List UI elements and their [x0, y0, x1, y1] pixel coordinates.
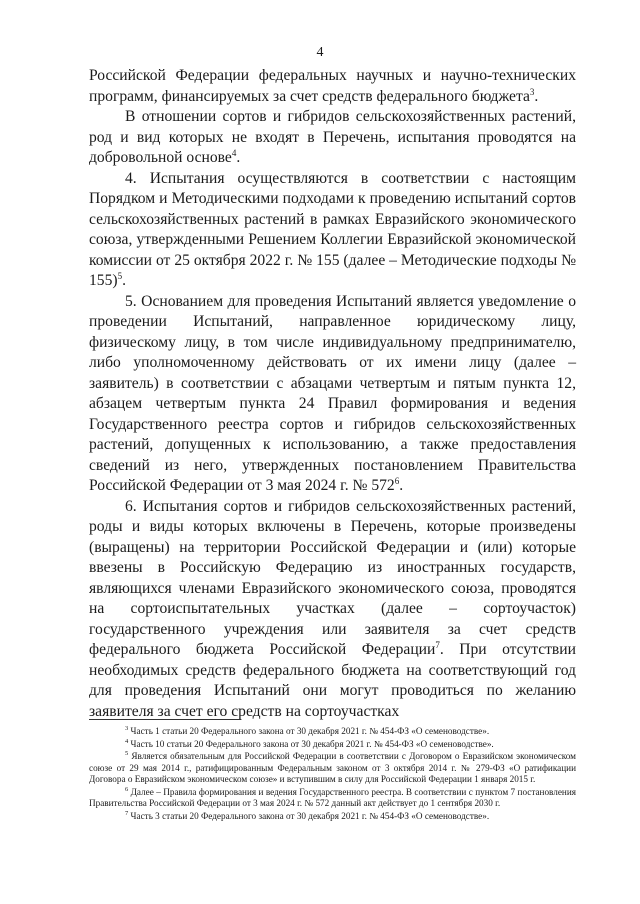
- document-body: [89, 66, 576, 722]
- footnote-7: [89, 811, 576, 823]
- footnote-mark: 5: [125, 749, 129, 757]
- paragraph-tail: .: [236, 149, 241, 166]
- footnote-6: [89, 787, 576, 810]
- footnote-text: Часть 3 статьи 20 Федерального закона от 30 декабря 2021 г. № 454-ФЗ «О семеноводстве».: [130, 810, 490, 821]
- paragraph-text: В отношении сортов и гибридов сельскохозяйственных растений, род и вид которых не входят в Перечень, испытания проводятся на добровольной основе: [89, 108, 576, 166]
- footnote-mark: 3: [125, 724, 129, 732]
- footnote-text: Далее – Правила формирования и ведения Государственного реестра. В соответствии с пунктом 7 постановления Правительства Российской Федерации от 3 мая 2024 г. № 572 данный акт действует до 1 сентября 2030 г.: [89, 786, 576, 808]
- page-number: 4: [316, 45, 324, 60]
- footnote-ref: 4: [231, 147, 237, 158]
- footnote-ref: 7: [435, 639, 440, 650]
- footnote-ref: 3: [529, 86, 535, 97]
- paragraph-continuation: [89, 66, 576, 107]
- footnote-4: [89, 739, 576, 751]
- footnote-separator: [89, 719, 241, 720]
- footnote-5: [89, 751, 576, 786]
- paragraph-tail: . При отсутствии необходимых средств федерального бюджета на соответствующий год для проведения Испытаний они могут проводиться по желанию заявителя за счет его средств на сортоучастках: [89, 641, 576, 720]
- footnote-mark: 7: [125, 809, 129, 817]
- paragraph-item-6: [89, 497, 576, 723]
- paragraph-voluntary-testing: [89, 107, 576, 169]
- paragraph-text: Российской Федерации федеральных научных и научно-технических программ, финансируемых за счет средств федерального бюджета: [89, 67, 576, 105]
- footnote-text: Часть 10 статьи 20 Федерального закона от 30 декабря 2021 г. № 454-ФЗ «О семеноводстве».: [130, 738, 494, 749]
- footnote-mark: 6: [125, 785, 129, 793]
- paragraph-item-4: [89, 169, 576, 292]
- footnote-3: [89, 726, 576, 738]
- footnote-ref: 5: [117, 270, 123, 281]
- footnote-text: Часть 1 статьи 20 Федерального закона от 30 декабря 2021 г. № 454-ФЗ «О семеноводстве».: [130, 726, 490, 736]
- paragraph-item-5: [89, 292, 576, 497]
- footnote-text: Является обязательным для Российской Федерации в соответствии с Договором о Евразийском экономическом союзе от 29 мая 2014 г., ратифицированным Федеральным законом от 3 октября 2014 г. № 279-ФЗ «О ратификации Договора о Евразийском экономическом союзе» и вступившим в силу для Российской Федерации 1 января 2015 г.: [89, 751, 576, 784]
- paragraph-tail: .: [399, 477, 404, 494]
- footnote-ref: 6: [394, 475, 400, 486]
- footnote-mark: 4: [125, 737, 129, 745]
- footnotes: [89, 726, 576, 823]
- paragraph-text: 4. Испытания осуществляются в соответствии с настоящим Порядком и Методическими подходами к проведению испытаний сортов сельскохозяйственных растений в рамках Евразийского экономического союза, утвержденными Решением Коллегии Евразийской экономической комиссии от 25 октября 2022 г. № 155 (далее – Методические подходы № 155): [89, 169, 576, 289]
- paragraph-tail: .: [122, 272, 126, 289]
- paragraph-tail: .: [534, 87, 539, 105]
- paragraph-text: 5. Основанием для проведения Испытаний является уведомление о проведении Испытаний, направленное юридическому лицу, физическому лицу, в том числе индивидуальному предпринимателю, либо уполномоченному действовать от их имени лицу (далее – заявитель) в соответствии с абзацами четвертым и пятым пункта 12, абзацем четвертым пункта 24 Правил формирования и ведения Государственного реестра сортов и гибридов сельскохозяйственных растений, допущенных к использованию, а также предоставления сведений из него, утвержденных постановлением Правительства Российской Федерации от 3 мая 2024 г. № 572: [89, 292, 576, 494]
- paragraph-text: 6. Испытания сортов и гибридов сельскохозяйственных растений, роды и виды которых включены в Перечень, которые произведены (выращены) на территории Российской Федерации и (или) которые ввезены в Российскую Федерацию из иностранных государств, являющихся членами Евразийского экономического союза, проводятся на сортоиспытательных участках (далее – сортоучасток) государственного учреждения или заявителя за счет средств федерального бюджета Российской Федерации: [89, 497, 576, 658]
